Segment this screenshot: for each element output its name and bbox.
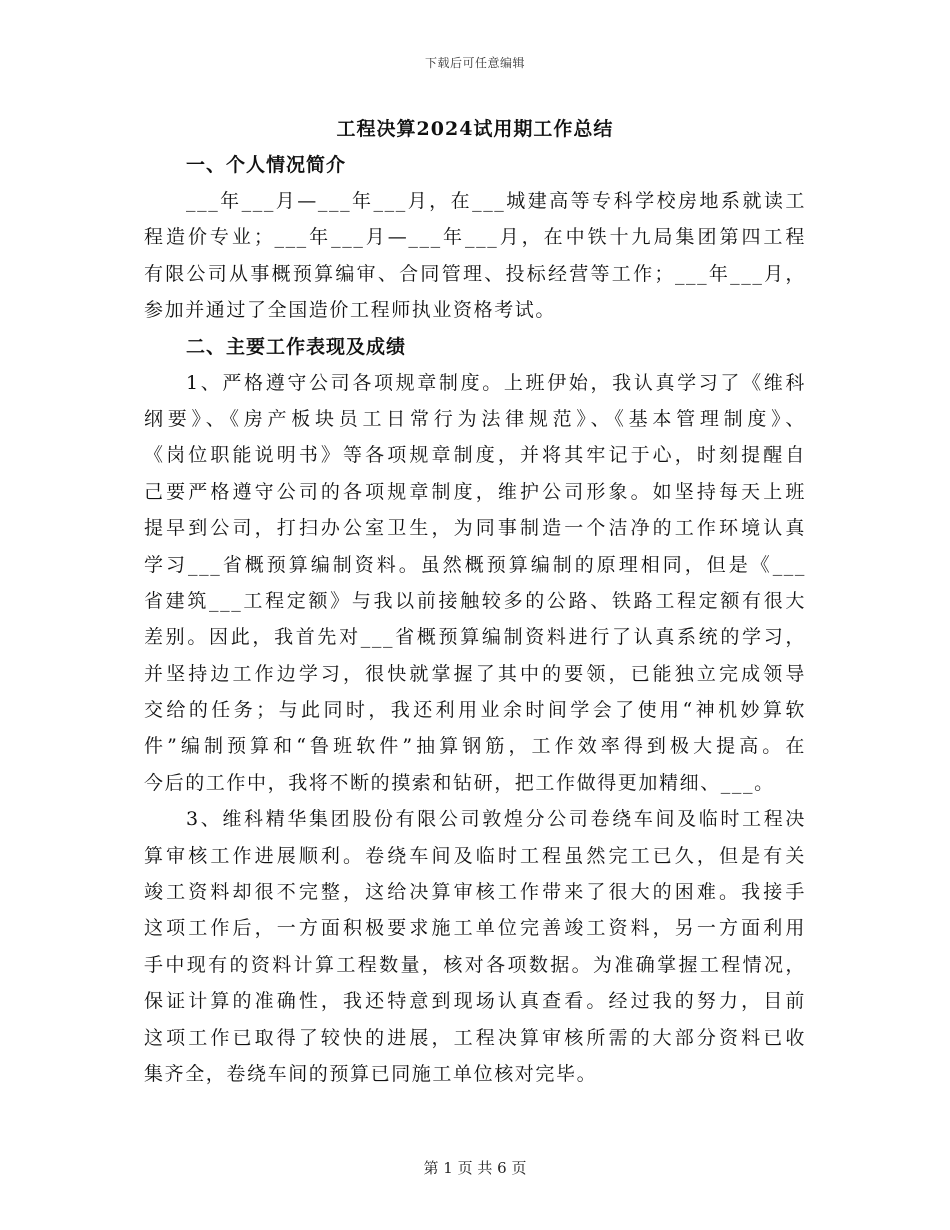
text-line: 手中现有的资料计算工程数量，核对各项数据。为准确掌握工程情况， [144, 953, 806, 976]
text-line: 件”编制预算和“鲁班软件”抽算钢筋，工作效率得到极大提高。在 [144, 735, 806, 758]
text-line: 参加并通过了全国造价工程师执业资格考试。 [144, 299, 557, 322]
section-heading-personal-intro: 一、个人情况简介 [186, 154, 347, 176]
text-line: 这项工作后，一方面积极要求施工单位完善竣工资料，另一方面利用 [144, 917, 806, 940]
text-line: 保证计算的准确性，我还特意到现场认真查看。经过我的努力，目前 [144, 990, 806, 1013]
document-title: 工程决算2024试用期工作总结 [336, 118, 614, 140]
text-line: 算审核工作进展顺利。卷绕车间及临时工程虽然完工已久，但是有关 [144, 844, 806, 867]
text-line: 学习___省概预算编制资料。虽然概预算编制的原理相同，但是《___ [144, 553, 806, 576]
paragraph-personal-intro [144, 183, 806, 329]
text-line: 《岗位职能说明书》等各项规章制度，并将其牢记于心，时刻提醒自 [144, 444, 806, 467]
text-line: ___年___月—___年___月，在___城建高等专科学校房地系就读工 [186, 190, 806, 212]
section-heading-main-work: 二、主要工作表现及成绩 [186, 335, 407, 358]
paragraph-rules [144, 365, 806, 802]
text-line: 纲要》、《房产板块员工日常行为法律规范》、《基本管理制度》、 [144, 407, 806, 430]
text-line: 交给的任务；与此同时，我还利用业余时间学会了使用“神机妙算软 [144, 699, 806, 722]
text-line: 提早到公司，打扫办公室卫生，为同事制造一个洁净的工作环境认真 [144, 517, 806, 540]
header-note: 下载后可任意编辑 [424, 56, 525, 70]
text-line: 集齐全，卷绕车间的预算已同施工单位核对完毕。 [144, 1062, 598, 1085]
text-line: 1、严格遵守公司各项规章制度。上班伊始，我认真学习了《维科 [186, 371, 806, 394]
page-footer: 第 1 页 共 6 页 [423, 1159, 527, 1177]
document-body [144, 147, 806, 1092]
text-line: 己要严格遵守公司的各项规章制度，维护公司形象。如坚持每天上班 [144, 480, 806, 503]
text-line: 省建筑___工程定额》与我以前接触较多的公路、铁路工程定额有很大 [144, 589, 806, 612]
paragraph-settlement-audit [144, 801, 806, 1092]
text-line: 今后的工作中，我将不断的摸索和钻研，把工作做得更加精细、___。 [144, 771, 775, 794]
text-line: 并坚持边工作边学习，很快就掌握了其中的要领，已能独立完成领导 [144, 662, 806, 685]
text-line: 竣工资料却很不完整，这给决算审核工作带来了很大的困难。我接手 [144, 881, 806, 904]
text-line: 程造价专业；___年___月—___年___月，在中铁十九局集团第四工程 [144, 226, 806, 249]
text-line: 有限公司从事概预算编审、合同管理、投标经营等工作；___年___月， [144, 262, 806, 285]
text-line: 这项工作已取得了较快的进展，工程决算审核所需的大部分资料已收 [144, 1026, 806, 1049]
text-line: 差别。因此，我首先对___省概预算编制资料进行了认真系统的学习， [144, 626, 806, 649]
text-line: 3、维科精华集团股份有限公司敦煌分公司卷绕车间及临时工程决 [186, 808, 806, 831]
